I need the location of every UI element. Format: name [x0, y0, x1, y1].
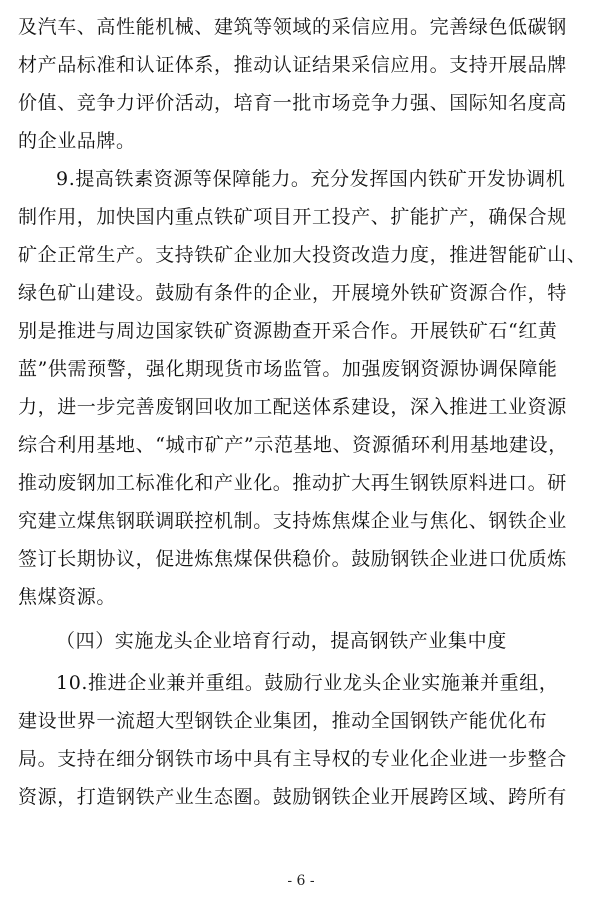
page-number: - 6 -	[287, 873, 315, 889]
text-line: 签订长期协议，促进炼焦煤保供稳价。鼓励钢铁企业进口优质炼	[18, 548, 567, 570]
text-line: 别是推进与周边国家铁矿资源勘查开采合作。开展铁矿石“红黄	[18, 320, 558, 342]
text-line: 材产品标准和认证体系，推动认证结果采信应用。支持开展品牌	[18, 54, 567, 76]
section-heading: （四）实施龙头企业培育行动，提高钢铁产业集中度	[56, 630, 507, 652]
text-line: 蓝”供需预警，强化期现货市场监管。加强废钢资源协调保障能	[18, 358, 558, 380]
paragraph-start-item-10: 10.推进企业兼并重组。鼓励行业龙头企业实施兼并重组，	[56, 672, 559, 694]
paragraph-start-item-9: 9.提高铁素资源等保障能力。充分发挥国内铁矿开发协调机	[56, 168, 566, 190]
text-line: 力，进一步完善废钢回收加工配送体系建设，深入推进工业资源	[18, 396, 567, 418]
text-line: 究建立煤焦钢联调联控机制。支持炼焦煤企业与焦化、钢铁企业	[18, 510, 567, 532]
text-line: 及汽车、高性能机械、建筑等领域的采信应用。完善绿色低碳钢	[18, 16, 567, 38]
text-line: 局。支持在细分钢铁市场中具有主导权的专业化企业进一步整合	[18, 748, 567, 770]
text-line: 推动废钢加工标准化和产业化。推动扩大再生钢铁原料进口。研	[18, 472, 567, 494]
text-line: 焦煤资源。	[18, 586, 117, 608]
text-line: 资源，打造钢铁产业生态圈。鼓励钢铁企业开展跨区域、跨所有	[18, 786, 567, 808]
text-line: 绿色矿山建设。鼓励有条件的企业，开展境外铁矿资源合作，特	[18, 282, 567, 304]
text-line: 的企业品牌。	[18, 130, 136, 152]
text-line: 综合利用基地、“城市矿产”示范基地、资源循环利用基地建设，	[18, 434, 568, 456]
text-line: 建设世界一流超大型钢铁企业集团，推动全国钢铁产能优化布	[18, 710, 548, 732]
text-line: 矿企正常生产。支持铁矿企业加大投资改造力度，推进智能矿山、	[18, 244, 587, 266]
text-line: 价值、竞争力评价活动，培育一批市场竞争力强、国际知名度高	[18, 92, 567, 114]
text-line: 制作用，加快国内重点铁矿项目开工投产、扩能扩产，确保合规	[18, 206, 567, 228]
